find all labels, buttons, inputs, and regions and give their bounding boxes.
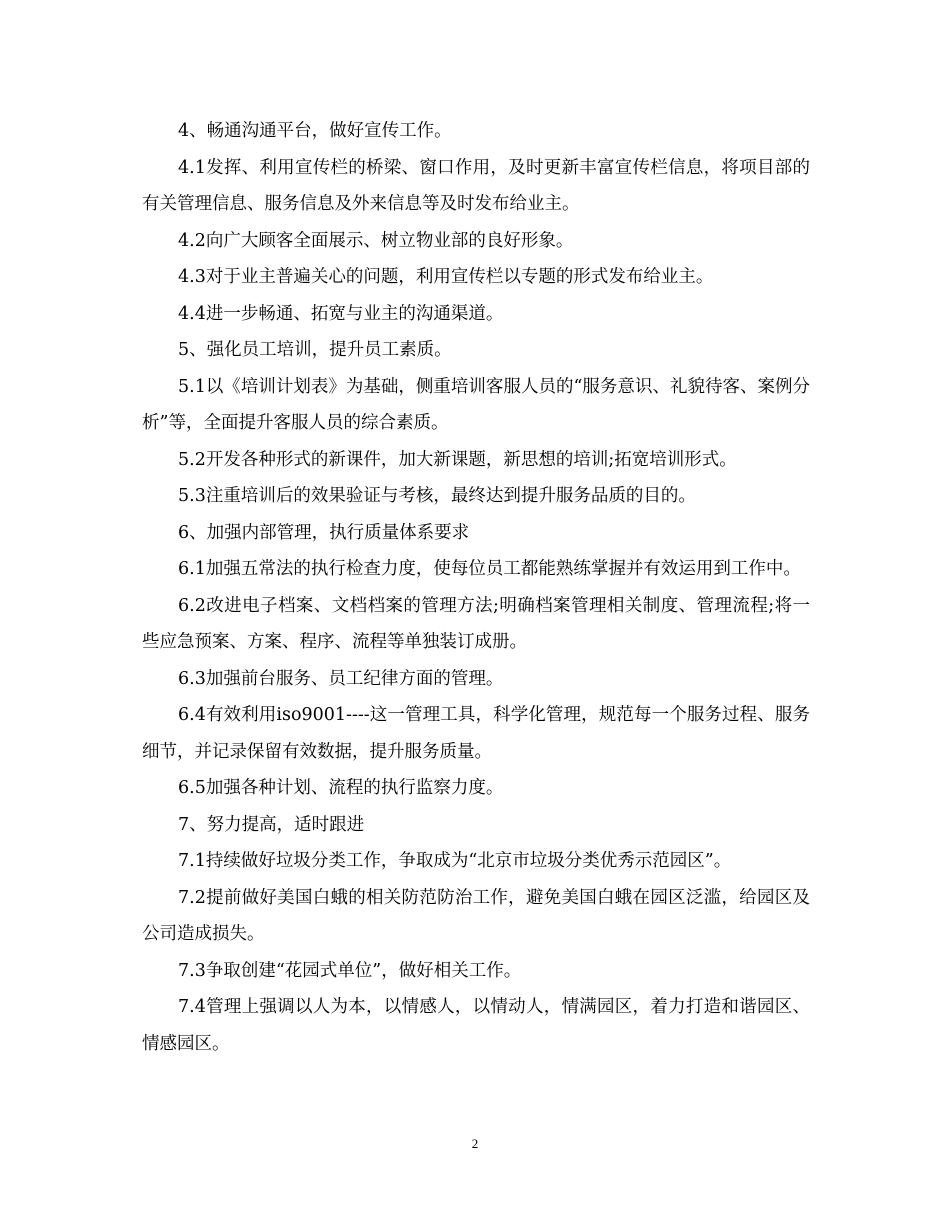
paragraph: 7.4管理上强调以人为本，以情感人，以情动人，情满园区，着力打造和谐园区、情感园区。 <box>142 997 810 1054</box>
paragraph: 5、强化员工培训，提升员工素质。 <box>178 340 452 360</box>
paragraph: 6.4有效利用iso9001----这一管理工具，科学化管理，规范每一个服务过程、服务细节，并记录保留有效数据，提升服务质量。 <box>142 705 810 762</box>
paragraph: 6.2改进电子档案、文档档案的管理方法;明确档案管理相关制度、管理流程;将一些应急预案、方案、程序、流程等单独装订成册。 <box>142 595 810 652</box>
paragraph: 6、加强内部管理，执行质量体系要求 <box>178 522 470 543</box>
paragraph: 6.3加强前台服务、员工纪律方面的管理。 <box>178 668 504 689</box>
paragraph: 5.3注重培训后的效果验证与考核，最终达到提升服务品质的目的。 <box>178 486 696 506</box>
paragraph: 4.2向广大顾客全面展示、树立物业部的良好形象。 <box>178 230 574 251</box>
paragraph: 5.1以《培训计划表》为基础，侧重培训客服人员的“服务意识、礼貌待客、案例分析”等，全面提升客服人员的综合素质。 <box>142 376 810 433</box>
document-body <box>142 113 810 1062</box>
paragraph: 6.5加强各种计划、流程的执行监察力度。 <box>178 778 504 798</box>
paragraph: 5.2开发各种形式的新课件，加大新课题，新思想的培训;拓宽培训形式。 <box>178 449 737 470</box>
paragraph: 4.1发挥、利用宣传栏的桥梁、窗口作用，及时更新丰富宣传栏信息，将项目部的有关管理信息、服务信息及外来信息等及时发布给业主。 <box>142 157 810 214</box>
paragraph: 7.2提前做好美国白蛾的相关防范防治工作，避免美国白蛾在园区泛滥，给园区及公司造成损失。 <box>142 887 810 944</box>
paragraph: 7、努力提高，适时跟进 <box>178 814 365 835</box>
paragraph: 6.1加强五常法的执行检查力度，使每位员工都能熟练掌握并有效运用到工作中。 <box>178 559 801 579</box>
paragraph: 7.3争取创建“花园式单位”，做好相关工作。 <box>178 960 522 981</box>
paragraph: 4.4进一步畅通、拓宽与业主的沟通渠道。 <box>178 303 504 324</box>
paragraph: 4、畅通沟通平台，做好宣传工作。 <box>178 121 452 141</box>
paragraph: 4.3对于业主普遍关心的问题，利用宣传栏以专题的形式发布给业主。 <box>178 267 714 287</box>
page-number: 2 <box>471 1136 479 1151</box>
paragraph: 7.1持续做好垃圾分类工作，争取成为“北京市垃圾分类优秀示范园区”。 <box>178 851 732 871</box>
